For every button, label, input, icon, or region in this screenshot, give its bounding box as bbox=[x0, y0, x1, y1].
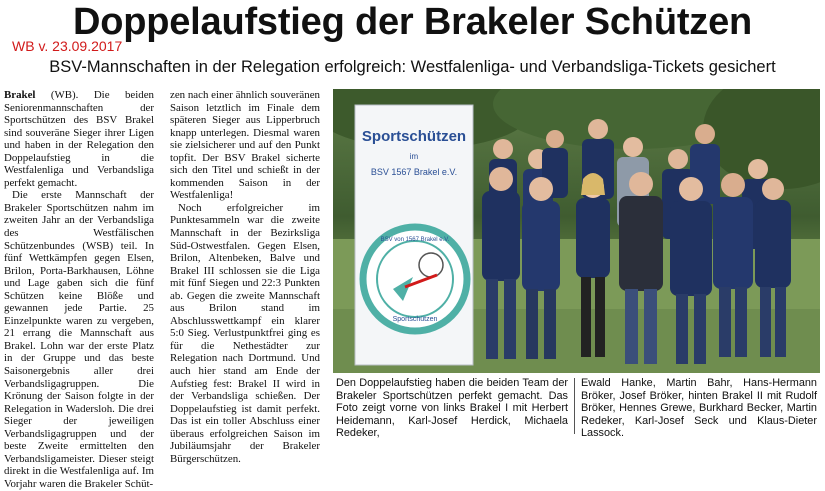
banner-club: BSV 1567 Brakel e.V. bbox=[370, 167, 458, 177]
photo-caption-part-2: Ewald Hanke, Martin Bahr, Hans-Hermann Bröker, Josef Bröker, hinten Brakel II mit Rudolf Bröker, Hennes Grewe, Burkhard Becker, Martin Redeker, Karl-Josef Seck und Klaus-Dieter Lassock. bbox=[581, 377, 817, 440]
paragraph-text: (WB). Die beiden Seniorenmannschaften der Sportschützen des BSV Brakel sind souveräne Sieger ihrer Ligen und haben in der Relegation den Doppelaufstieg in die Westfalenliga und Verbandsliga perfekt gemacht. bbox=[4, 89, 154, 189]
article-column-1 bbox=[4, 89, 154, 491]
source-note: WB v. 23.09.2017 bbox=[12, 38, 123, 54]
club-banner bbox=[355, 105, 473, 365]
banner-im: im bbox=[409, 152, 419, 161]
team-photo bbox=[333, 89, 820, 373]
emblem-top-text: BSV von 1567 Brakel e.V. bbox=[380, 237, 450, 243]
headline: Doppelaufstieg der Brakeler Schützen bbox=[72, 1, 753, 43]
emblem-bottom-text: Sportschützen bbox=[392, 316, 438, 323]
paragraph: zen nach einer ähnlich souveränen Saison letztlich im Finale dem späteren Sieger aus Lipperbruch knapp unterlegen. Diesmal waren sie zielsicherer und auf den Punkt topfit. Der BSV Brakel sicherte sich den Titel und schießt in der kommenden Saison in der Westfalenliga! bbox=[170, 89, 320, 202]
subheadline: BSV-Mannschaften in der Relegation erfolgreich: Westfalenliga- und Verbandsliga-Tickets gesichert bbox=[49, 58, 776, 76]
photo-caption-part-1: Den Doppelaufstieg haben die beiden Team der Brakeler Sportschützen perfekt gemacht. Das Foto zeigt vorne von links Brakel I mit Herbert Heidemann, Karl-Josef Herdick, Michaela Redeker, bbox=[336, 377, 568, 440]
paragraph: Noch erfolgreicher im Punktesammeln war die zweite Mannschaft in der Bezirksliga Süd-Ostwestfalen. Gegen Elsen, Brilon, Altenbeken, Balve und Brakel III schlossen sie die Liga mit fünf Siegen und 22:3 Punkten ab. Gegen die zweite Mannschaft aus Brilon stand im Abschlusswettkampf ein klarer 5:0 Sieg. Verlustpunktfrei ging es für die Nethestädter zur Relegation nach Dortmund. Und auch hier stand am Ende der Aufstieg fest: Brakel II wird in der Verbandsliga schießen. Der Doppelaufstieg ist damit perfekt. Das ist ein toller Abschluss einer überaus erfolgreichen Saison im Jubiläumsjahr der Brakeler Bürgerschützen. bbox=[170, 201, 320, 465]
paragraph bbox=[4, 89, 154, 189]
dateline: Brakel bbox=[4, 89, 36, 101]
article-column-2 bbox=[170, 89, 320, 465]
team-photo-illustration bbox=[333, 89, 820, 373]
caption-divider bbox=[574, 378, 575, 434]
banner-title: Sportschützen bbox=[361, 128, 467, 145]
paragraph: Die erste Mannschaft der Brakeler Sportschützen nahm im zweiten Jahr an der Verbandsliga des Westfälischen Schützenbundes (WSB) teil. In fünf Wettkämpfen gegen Elsen, Brilon, Porta-Barkhausen, Löhne und Lage gaben sich die fünf Schützen keine Blöße und gewannen jede Partie. 25 Einzelpunkte waren zu vergeben, 21 errang die Mannschaft aus Brakel. Lohn war der erste Platz in der Gruppe und das beste Saisonergebnis aller drei Verbandsligagruppen. Die Krönung der Saison folgte in der Relegation in Wadersloh. Die drei Sieger der jeweiligen Verbandsligagruppen und der beste Zweite ermittelten den Verbandsligameister. Dieser steigt direkt in die Westfalenliga auf. Im Vorjahr waren die Brakeler Schüt- bbox=[4, 189, 154, 490]
